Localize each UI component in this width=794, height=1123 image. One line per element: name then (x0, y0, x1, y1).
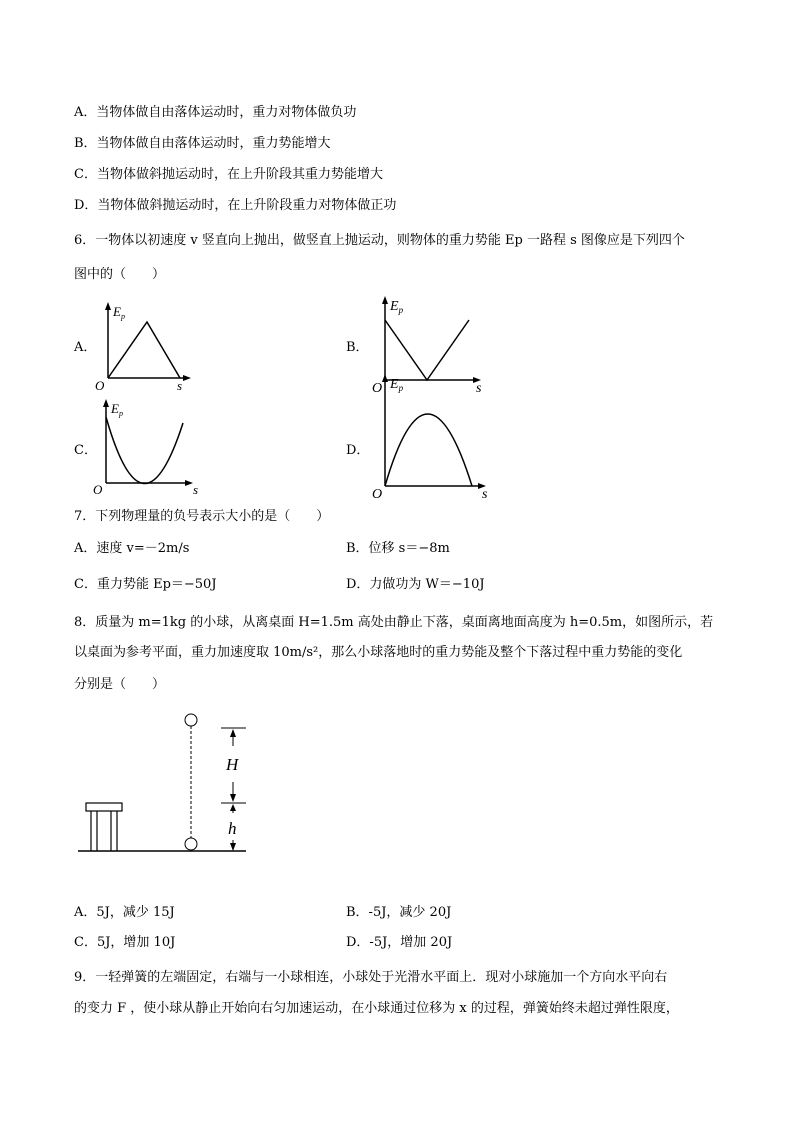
svg-text:Ep: $E_p$ (390, 377, 404, 393)
svg-text:Ep: $E_p$ (390, 299, 404, 315)
q8-stem-line3: 分别是（ ） (74, 677, 166, 692)
q7-option-c: C．重力势能 Ep＝−50J (74, 577, 217, 592)
graph-a (95, 300, 195, 393)
svg-text:h: h (228, 819, 237, 838)
q8-option-a: A．5J，减少 15J (74, 905, 175, 920)
q8-option-d: D．-5J，增加 20J (346, 935, 453, 950)
graph-d (372, 372, 497, 502)
q7-stem: 7．下列物理量的负号表示大小的是（ ） (74, 509, 330, 524)
q7-option-a: A．速度 v=－2m/s (74, 541, 190, 556)
svg-text:O: O (93, 482, 103, 497)
svg-text:s: s (482, 487, 488, 502)
q5-option-d: D．当物体做斜抛运动时，在上升阶段重力对物体做正功 (74, 198, 397, 213)
q7-option-d: D．力做功为 W＝−10J (346, 577, 485, 592)
svg-text:O: O (95, 378, 105, 393)
q6-label-d: D． (346, 443, 370, 458)
svg-text:Ep: $E_p$ (113, 304, 125, 321)
svg-text:Ep: $E_p$ (111, 401, 123, 418)
q6-stem-line1: 6．一物体以初速度 v 竖直向上抛出，做竖直上抛运动，则物体的重力势能 Ep 一路程 s 图像应是下列四个 (74, 233, 685, 248)
q6-label-b: B． (346, 340, 369, 355)
q5-option-c: C．当物体做斜抛运动时，在上升阶段其重力势能增大 (74, 167, 383, 182)
svg-text:s: s (177, 378, 183, 393)
q5-option-a: A．当物体做自由落体运动时，重力对物体做负功 (74, 105, 357, 120)
q6-label-a: A． (74, 340, 97, 355)
q7-option-b: B．位移 s＝−8m (346, 541, 450, 556)
q8-option-b: B．-5J，减少 20J (346, 905, 452, 920)
q6-label-c: C． (74, 443, 97, 458)
q9-stem-line1: 9．一轻弹簧的左端固定，右端与一小球相连，小球处于光滑水平面上．现对小球施加一个方向水平向右 (74, 970, 668, 985)
q8-stem-line2: 以桌面为参考平面，重力加速度取 10m/s²，那么小球落地时的重力势能及整个下落过程中重力势能的变化 (74, 645, 683, 660)
q8-stem-line1: 8．质量为 m=1kg 的小球，从离桌面 H=1.5m 高处由静止下落，桌面离地面高度为 h=0.5m，如图所示，若 (74, 615, 714, 630)
svg-text:s: s (476, 381, 482, 396)
svg-text:O: O (372, 487, 383, 502)
q6-stem-line2: 图中的（ ） (74, 267, 166, 282)
q9-stem-line2: 的变力 F ，使小球从静止开始向右匀加速运动，在小球通过位移为 x 的过程，弹簧始终未超过弹性限度， (74, 1001, 679, 1016)
svg-text:H: H (226, 755, 239, 774)
svg-text:O: O (372, 381, 383, 396)
q8-option-c: C．5J，增加 10J (74, 935, 176, 950)
svg-text:s: s (193, 482, 199, 497)
falling-ball-diagram (78, 710, 253, 855)
q5-option-b: B．当物体做自由落体运动时，重力势能增大 (74, 136, 331, 151)
graph-c (93, 397, 203, 497)
